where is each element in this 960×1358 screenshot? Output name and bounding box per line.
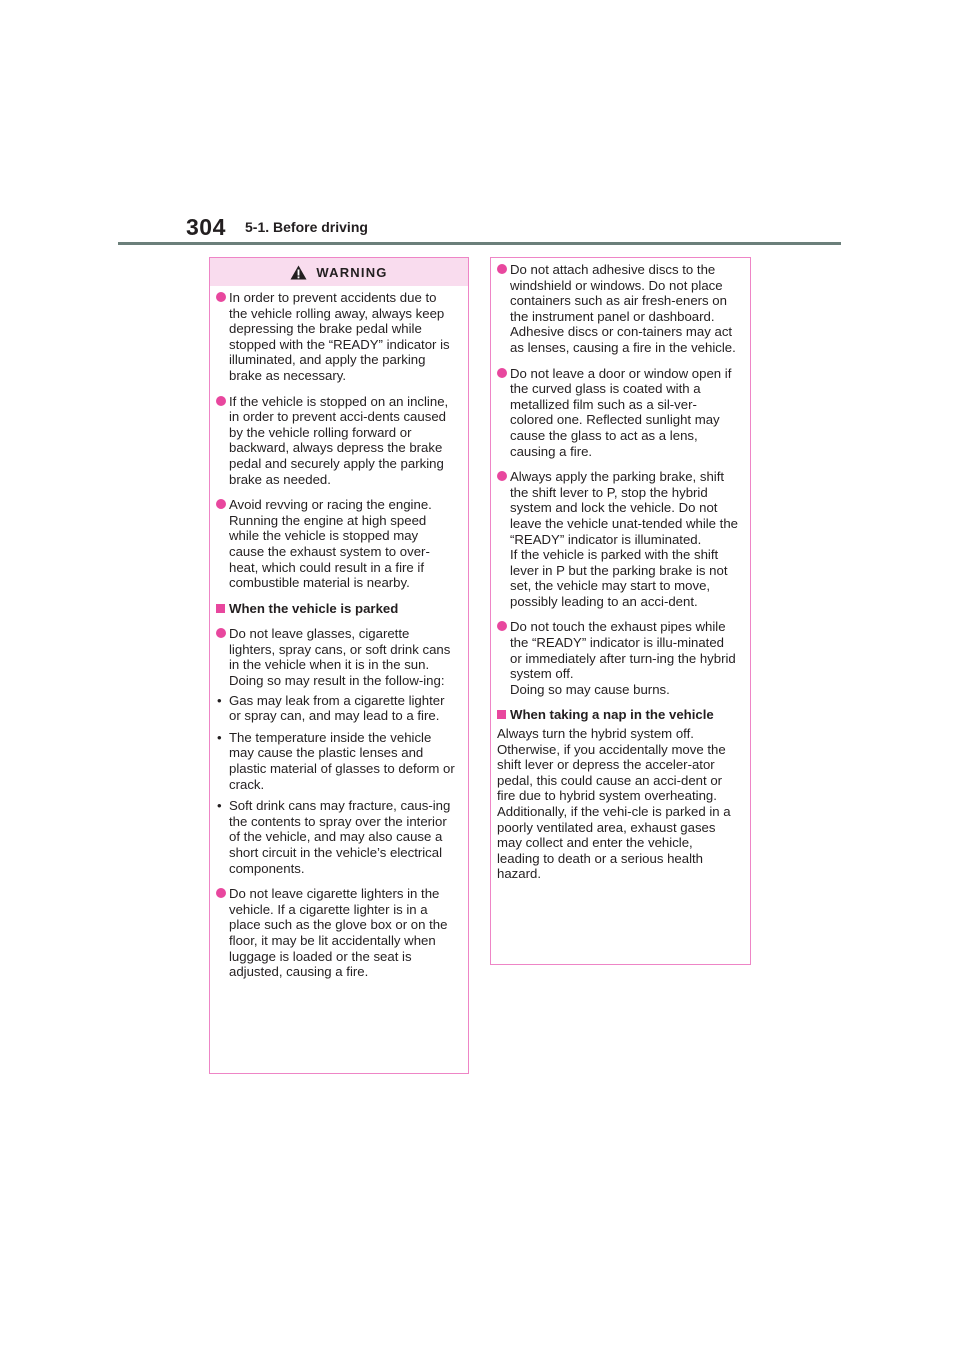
bullet-icon	[497, 368, 507, 378]
subheading-text: When the vehicle is parked	[229, 600, 399, 616]
square-bullet-icon	[216, 604, 225, 613]
subheading-nap	[497, 707, 738, 723]
bullet-icon	[216, 499, 226, 509]
list-item-text: Do not leave cigarette lighters in the vehicle. If a cigarette lighter is in a place such as the glove box or on the floor, it may be lit accidentally when luggage is loaded or the seat is adjusted, causing a fire.	[229, 886, 448, 980]
sub-list-item-text: Soft drink cans may fracture, caus-ing the contents to spray over the interior of the vehicle, and may also cause a short circuit in the vehicle’s electrical components.	[229, 798, 451, 876]
warning-triangle-icon	[290, 265, 307, 280]
list-item-text: Do not touch the exhaust pipes while the “READY” indicator is illu-minated or immediately after turn-ing the hybrid system off.	[510, 619, 736, 682]
list-item	[497, 366, 738, 460]
list-item-text: Always apply the parking brake, shift the shift lever to P, stop the hybrid system and lock the vehicle. Do not leave the vehicle unat-tended while the “READY” indicator is illuminated.	[510, 469, 739, 547]
list-item	[216, 626, 456, 688]
warning-box-left	[209, 257, 469, 1074]
list-item-text: Avoid revving or racing the engine. Running the engine at high speed while the vehicle is stopped may cause the exhaust system to over-heat, which could result in a fire if combustible material is nearby.	[229, 497, 432, 591]
list-item	[497, 619, 738, 697]
list-item	[216, 886, 456, 980]
bullet-icon	[216, 628, 226, 638]
list-item	[216, 394, 456, 488]
list-item	[216, 290, 456, 384]
section-title: 5-1. Before driving	[245, 219, 368, 235]
dot-bullet: •	[217, 692, 222, 708]
square-bullet-icon	[497, 710, 506, 719]
bullet-icon	[216, 396, 226, 406]
list-item-text: In order to prevent accidents due to the vehicle rolling away, always keep depressing the brake pedal while stopped with the “READY” indicator is illuminated, and apply the parking brake as necessary.	[229, 290, 450, 383]
warning-header	[210, 258, 468, 286]
list-item-text: Do not attach adhesive discs to the windshield or windows. Do not place containers such as air fresh-eners on the instrument panel or dashboard. Adhesive discs or con-tainers may act as lenses, causing a fire in the vehicle.	[510, 262, 736, 355]
sub-list-item	[216, 693, 456, 724]
bullet-icon	[497, 264, 507, 274]
subheading-text: When taking a nap in the vehicle	[510, 707, 714, 723]
sub-list-item-text: Gas may leak from a cigarette lighter or spray can, and may lead to a fire.	[229, 692, 445, 724]
sub-list-item	[216, 798, 456, 876]
list-item-text: Do not leave glasses, cigarette lighters, spray cans, or soft drink cans in the vehicle when it is in the sun.	[229, 626, 451, 673]
list-item	[216, 497, 456, 591]
sub-list-item-text: The temperature inside the vehicle may cause the plastic lenses and plastic material of glasses to deform or crack.	[229, 729, 455, 792]
bullet-icon	[216, 888, 226, 898]
page-number: 304	[186, 214, 226, 240]
list-item-text: Do not leave a door or window open if the curved glass is coated with a metallized film such as a sil-ver-colored one. Reflected sunlight may cause the glass to act as a lens, causing a fire.	[510, 365, 732, 459]
list-item-text: If the vehicle is stopped on an incline, in order to prevent acci-dents caused by the vehicle rolling forward or backward, always depress the brake pedal and securely apply the parking brake as needed.	[229, 393, 449, 487]
list-item	[497, 469, 738, 609]
list-item	[497, 262, 738, 356]
subheading-parked	[216, 601, 456, 617]
list-item-text: If the vehicle is parked with the shift lever in P but the parking brake is not set, the vehicle may start to move, possibly leading to an acci-dent.	[510, 547, 728, 609]
warning-title: WARNING	[316, 264, 388, 280]
list-item-text: Doing so may cause burns.	[510, 681, 670, 697]
sub-list-item	[216, 730, 456, 792]
bullet-icon	[216, 292, 226, 302]
dot-bullet: •	[217, 729, 222, 745]
bullet-icon	[497, 621, 507, 631]
dot-bullet: •	[217, 798, 222, 814]
nap-paragraph: Always turn the hybrid system off. Otherwise, if you accidentally move the shift lever or depress the acceler-ator pedal, this could cause an acci-dent or fire due to hybrid system overheating. Additionally, if the vehi-cle is parked in a poorly ventilated area, exhaust gases may collect and enter the vehicle, leading to death or a serious health hazard.	[497, 726, 731, 882]
warning-box-right	[490, 257, 751, 965]
bullet-icon	[497, 471, 507, 481]
list-item-text: Doing so may result in the follow-ing:	[229, 673, 445, 689]
header-rule	[118, 242, 841, 245]
